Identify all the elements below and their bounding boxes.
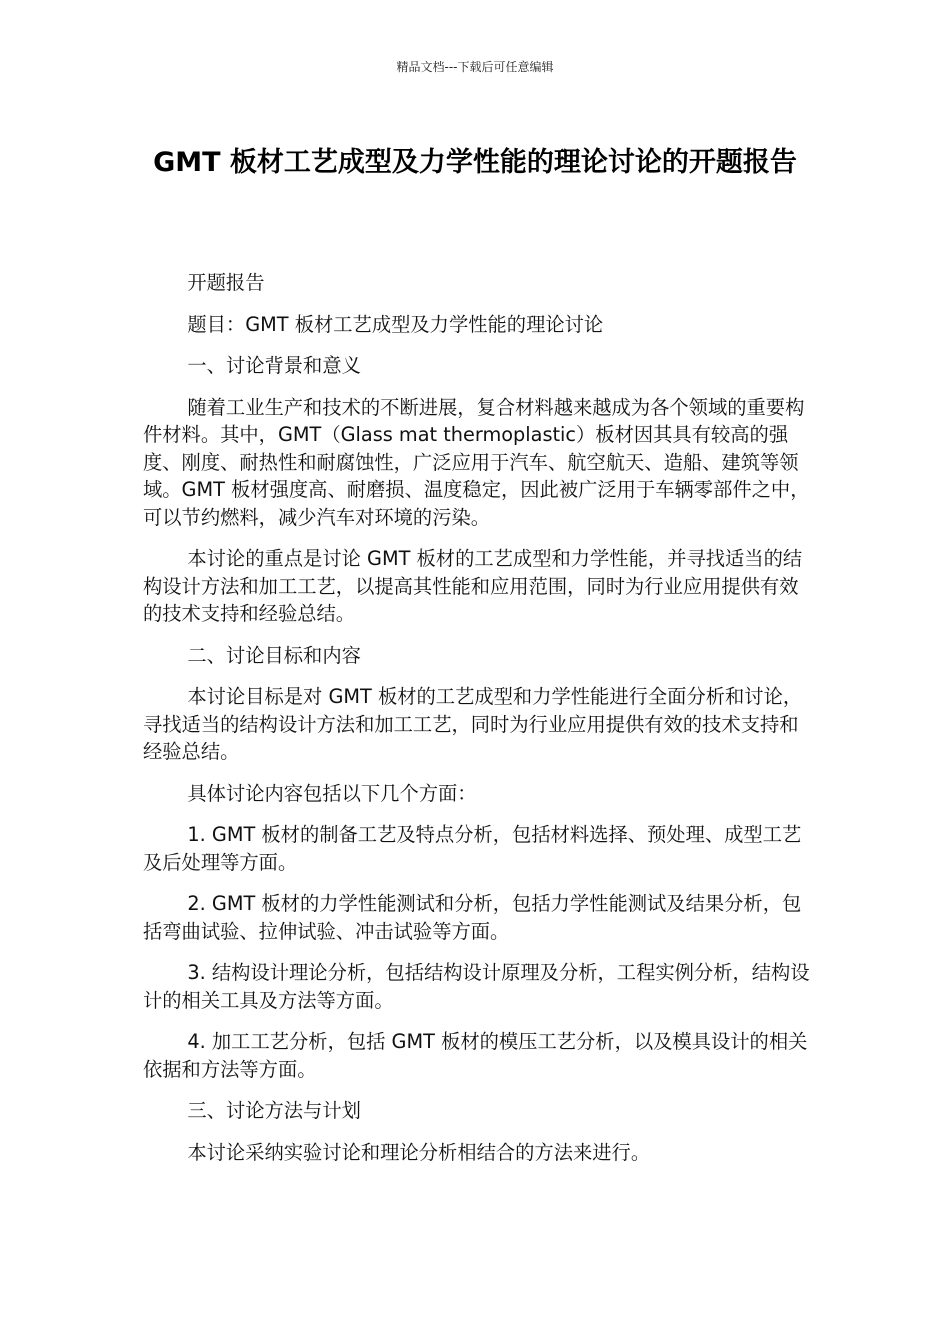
document-body <box>143 269 813 1180</box>
paragraph-methods: 本讨论采纳实验讨论和理论分析相结合的方法来进行。 <box>187 1140 651 1164</box>
document-title: GMT 板材工艺成型及力学性能的理论讨论的开题报告 <box>153 147 797 178</box>
list-item: 1. GMT 板材的制备工艺及特点分析，包括材料选择、预处理、成型工艺及后处理等方面。 <box>143 823 802 874</box>
list-item: 4. 加工工艺分析，包括 GMT 板材的模压工艺分析，以及模具设计的相关依据和方法等方面。 <box>143 1030 808 1081</box>
paragraph-topic: 题目：GMT 板材工艺成型及力学性能的理论讨论 <box>187 312 604 336</box>
paragraph-goals: 本讨论目标是对 GMT 板材的工艺成型和力学性能进行全面分析和讨论，寻找适当的结构设计方法和加工工艺，同时为行业应用提供有效的技术支持和经验总结。 <box>143 685 803 763</box>
header-note: 精品文档---下载后可任意编辑 <box>396 60 554 74</box>
paragraph-background: 随着工业生产和技术的不断进展，复合材料越来越成为各个领域的重要构件材料。其中，GMT（Glass mat thermoplastic）板材因其具有较高的强度、刚度、耐热性和耐腐蚀性，广泛应用于汽车、航空航天、造船、建筑等领域。GMT 板材强度高、耐磨损、温度稳定，因此被广泛用于车辆零部件之中，可以节约燃料，减少汽车对环境的污染。 <box>143 395 810 529</box>
paragraph-contents-intro: 具体讨论内容包括以下几个方面： <box>187 781 477 805</box>
section-heading-goals: 二、讨论目标和内容 <box>187 643 361 667</box>
section-heading-methods: 三、讨论方法与计划 <box>187 1099 361 1122</box>
paragraph-focus: 本讨论的重点是讨论 GMT 板材的工艺成型和力学性能，并寻找适当的结构设计方法和加工工艺，以提高其性能和应用范围，同时为行业应用提供有效的技术支持和经验总结。 <box>143 547 803 625</box>
list-item: 2. GMT 板材的力学性能测试和分析，包括力学性能测试及结果分析，包括弯曲试验、拉伸试验、冲击试验等方面。 <box>143 892 802 943</box>
paragraph-report-label: 开题报告 <box>187 271 265 294</box>
list-item: 3. 结构设计理论分析，包括结构设计原理及分析，工程实例分析，结构设计的相关工具及方法等方面。 <box>143 961 810 1012</box>
section-heading-background: 一、讨论背景和意义 <box>187 354 361 377</box>
